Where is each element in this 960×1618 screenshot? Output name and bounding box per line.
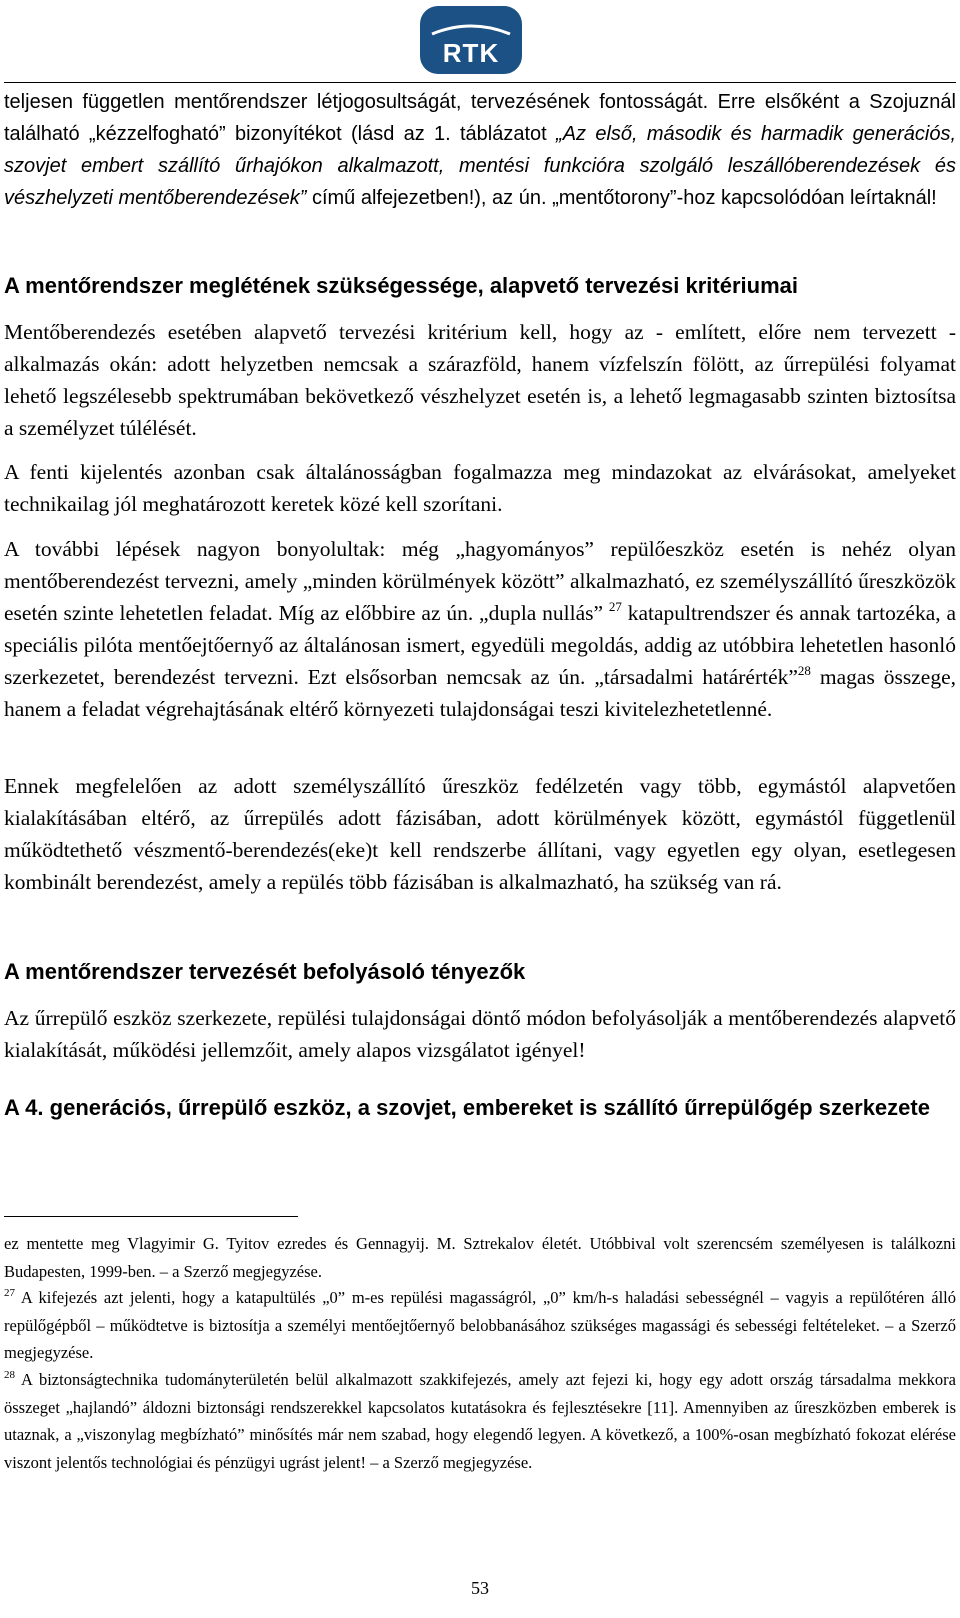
footnote-27-text: A kifejezés azt jelenti, hogy a katapultülés „0” m-es repülési magasságról, „0” km/h-s haladási sebességnél – vagyis a repülőtéren álló repülőgépből – működtetve is biztosítja a személyi mentőejtőernyő belobbanásához szükséges magassági és sebességi feltételeket. – a Szerző megjegyzése. bbox=[4, 1288, 956, 1362]
page-number: 53 bbox=[471, 1578, 489, 1598]
section1-paragraph-2: A fenti kijelentés azonban csak általánosságban fogalmazza meg mindazokat az elvárásokat, amelyeket technikailag jól meghatározott keretek közé kell szorítani. bbox=[4, 460, 956, 516]
p3-text-b: katapultrendszer és annak tartozéka, a speciális pilóta mentőejtőernyő az általánosan ismert, egyedüli megoldás, addig az utóbbira lehetetlen hasonló szerkezetet, berendezést tervezni. Ezt elsősorban nemcsak az ún. „társadalmi határérték” bbox=[4, 601, 956, 689]
footnote-28-text: A biztonságtechnika tudományterületén belül alkalmazott szakkifejezés, amely azt fejezi ki, hogy egy adott ország társadalma mekkora összeget „hajlandó” áldozni biztonsági rendszerekkel kapcsolatos kutatásokra és fejlesztésekre [11]. Amennyiben az űreszközben emberek is utaznak, a „viszonylag megbízható” minősítés már nem szabad, hogy elegendő legyen. A következő, a 100%-osan megbízható fokozat elérése viszont jelentős technológiai és pénzügyi ugrást jelent! – a Szerző megjegyzése. bbox=[4, 1370, 956, 1472]
footnote-rule bbox=[4, 1216, 298, 1217]
section1-paragraph-4: Ennek megfelelően az adott személyszállító űreszköz fedélzetén vagy több, egymástól alapvetően kialakításában eltérő, az űrrepülés adott fázisában, adott körülmények között, egymástól függetlenül működtethető vészmentő-berendezés(eke)t kell rendszerbe állítani, vagy egyetlen egy olyan, esetlegesen kombinált berendezést, amely a repülés több fázisában is alkalmazható, ha szükség van rá. bbox=[4, 774, 956, 894]
intro-paragraph bbox=[4, 86, 956, 214]
footnote-28-number: 28 bbox=[4, 1369, 15, 1381]
footnote-27 bbox=[4, 1284, 956, 1367]
footnote-27-number: 27 bbox=[4, 1287, 15, 1299]
rtk-logo bbox=[418, 4, 524, 76]
footnote-28 bbox=[4, 1366, 956, 1476]
section-heading-3: A 4. generációs, űrrepülő eszköz, a szovjet, embereket is szállító űrrepülőgép szerkezete bbox=[4, 1095, 930, 1120]
intro-italic-title: „Az első, második és harmadik generációs, szovjet embert szállító űrhajókon alkalmazott, mentési funkcióra szolgáló leszállóberendezések és vészhelyzeti mentőberendezések” bbox=[4, 123, 957, 209]
footnote-ref-28: 28 bbox=[797, 663, 811, 678]
section2-paragraph-1: Az űrrepülő eszköz szerkezete, repülési tulajdonságai döntő módon befolyásolják a mentőberendezés alapvető kialakítását, működési jellemzőit, amely alapos vizsgálatot igényel! bbox=[4, 1006, 956, 1062]
footnote-ref-27: 27 bbox=[608, 599, 622, 614]
header-rule bbox=[4, 82, 956, 83]
intro-text-2: című alfejezetben!), az ún. „mentőtorony”-hoz kapcsolódóan leírtaknál! bbox=[306, 187, 937, 209]
intro-text-1: teljesen független mentőrendszer létjogosultságát, tervezésének fontosságát. Erre elsőként a Szojuznál található „kézzelfogható” bizonyítékot (lásd az 1. táblázatot bbox=[4, 91, 956, 145]
section-heading-2: A mentőrendszer tervezését befolyásoló tényezők bbox=[4, 959, 526, 984]
footnote-continuation: ez mentette meg Vlagyimir G. Tyitov ezredes és Gennagyij. M. Sztrekalov életét. Utóbbival volt szerencsém személyesen is találkozni Budapesten, 1999-ben. – a Szerző megjegyzése. bbox=[4, 1234, 956, 1281]
p3-text-a: A további lépések nagyon bonyolultak: még „hagyományos” repülőeszköz esetén is nehéz olyan mentőberendezést tervezni, amely „minden körülmények között” alkalmazható, ez személyszállító űreszközök esetén szinte lehetetlen feladat. Míg az előbbire az ún. „dupla nullás” bbox=[4, 537, 956, 625]
p3-text-c: magas összege, hanem a feladat végrehajtásának eltérő környezeti tulajdonságai teszi kivitelezhetetlenné. bbox=[4, 665, 957, 721]
section1-paragraph-1: Mentőberendezés esetében alapvető tervezési kritérium kell, hogy az - említett, előre nem tervezett - alkalmazás okán: adott helyzetben nemcsak a szárazföld, hanem vízfelszín fölött, az űrrepülési folyamat lehető legszélesebb spektrumában bekövetkező vészhelyzet esetén is, a lehető legmagasabb szinten biztosítsa a személyzet túlélését. bbox=[4, 320, 956, 440]
section-heading-1: A mentőrendszer meglétének szükségessége, alapvető tervezési kritériumai bbox=[4, 273, 798, 298]
logo-text: RTK bbox=[442, 38, 500, 68]
section1-paragraph-3 bbox=[4, 533, 956, 725]
